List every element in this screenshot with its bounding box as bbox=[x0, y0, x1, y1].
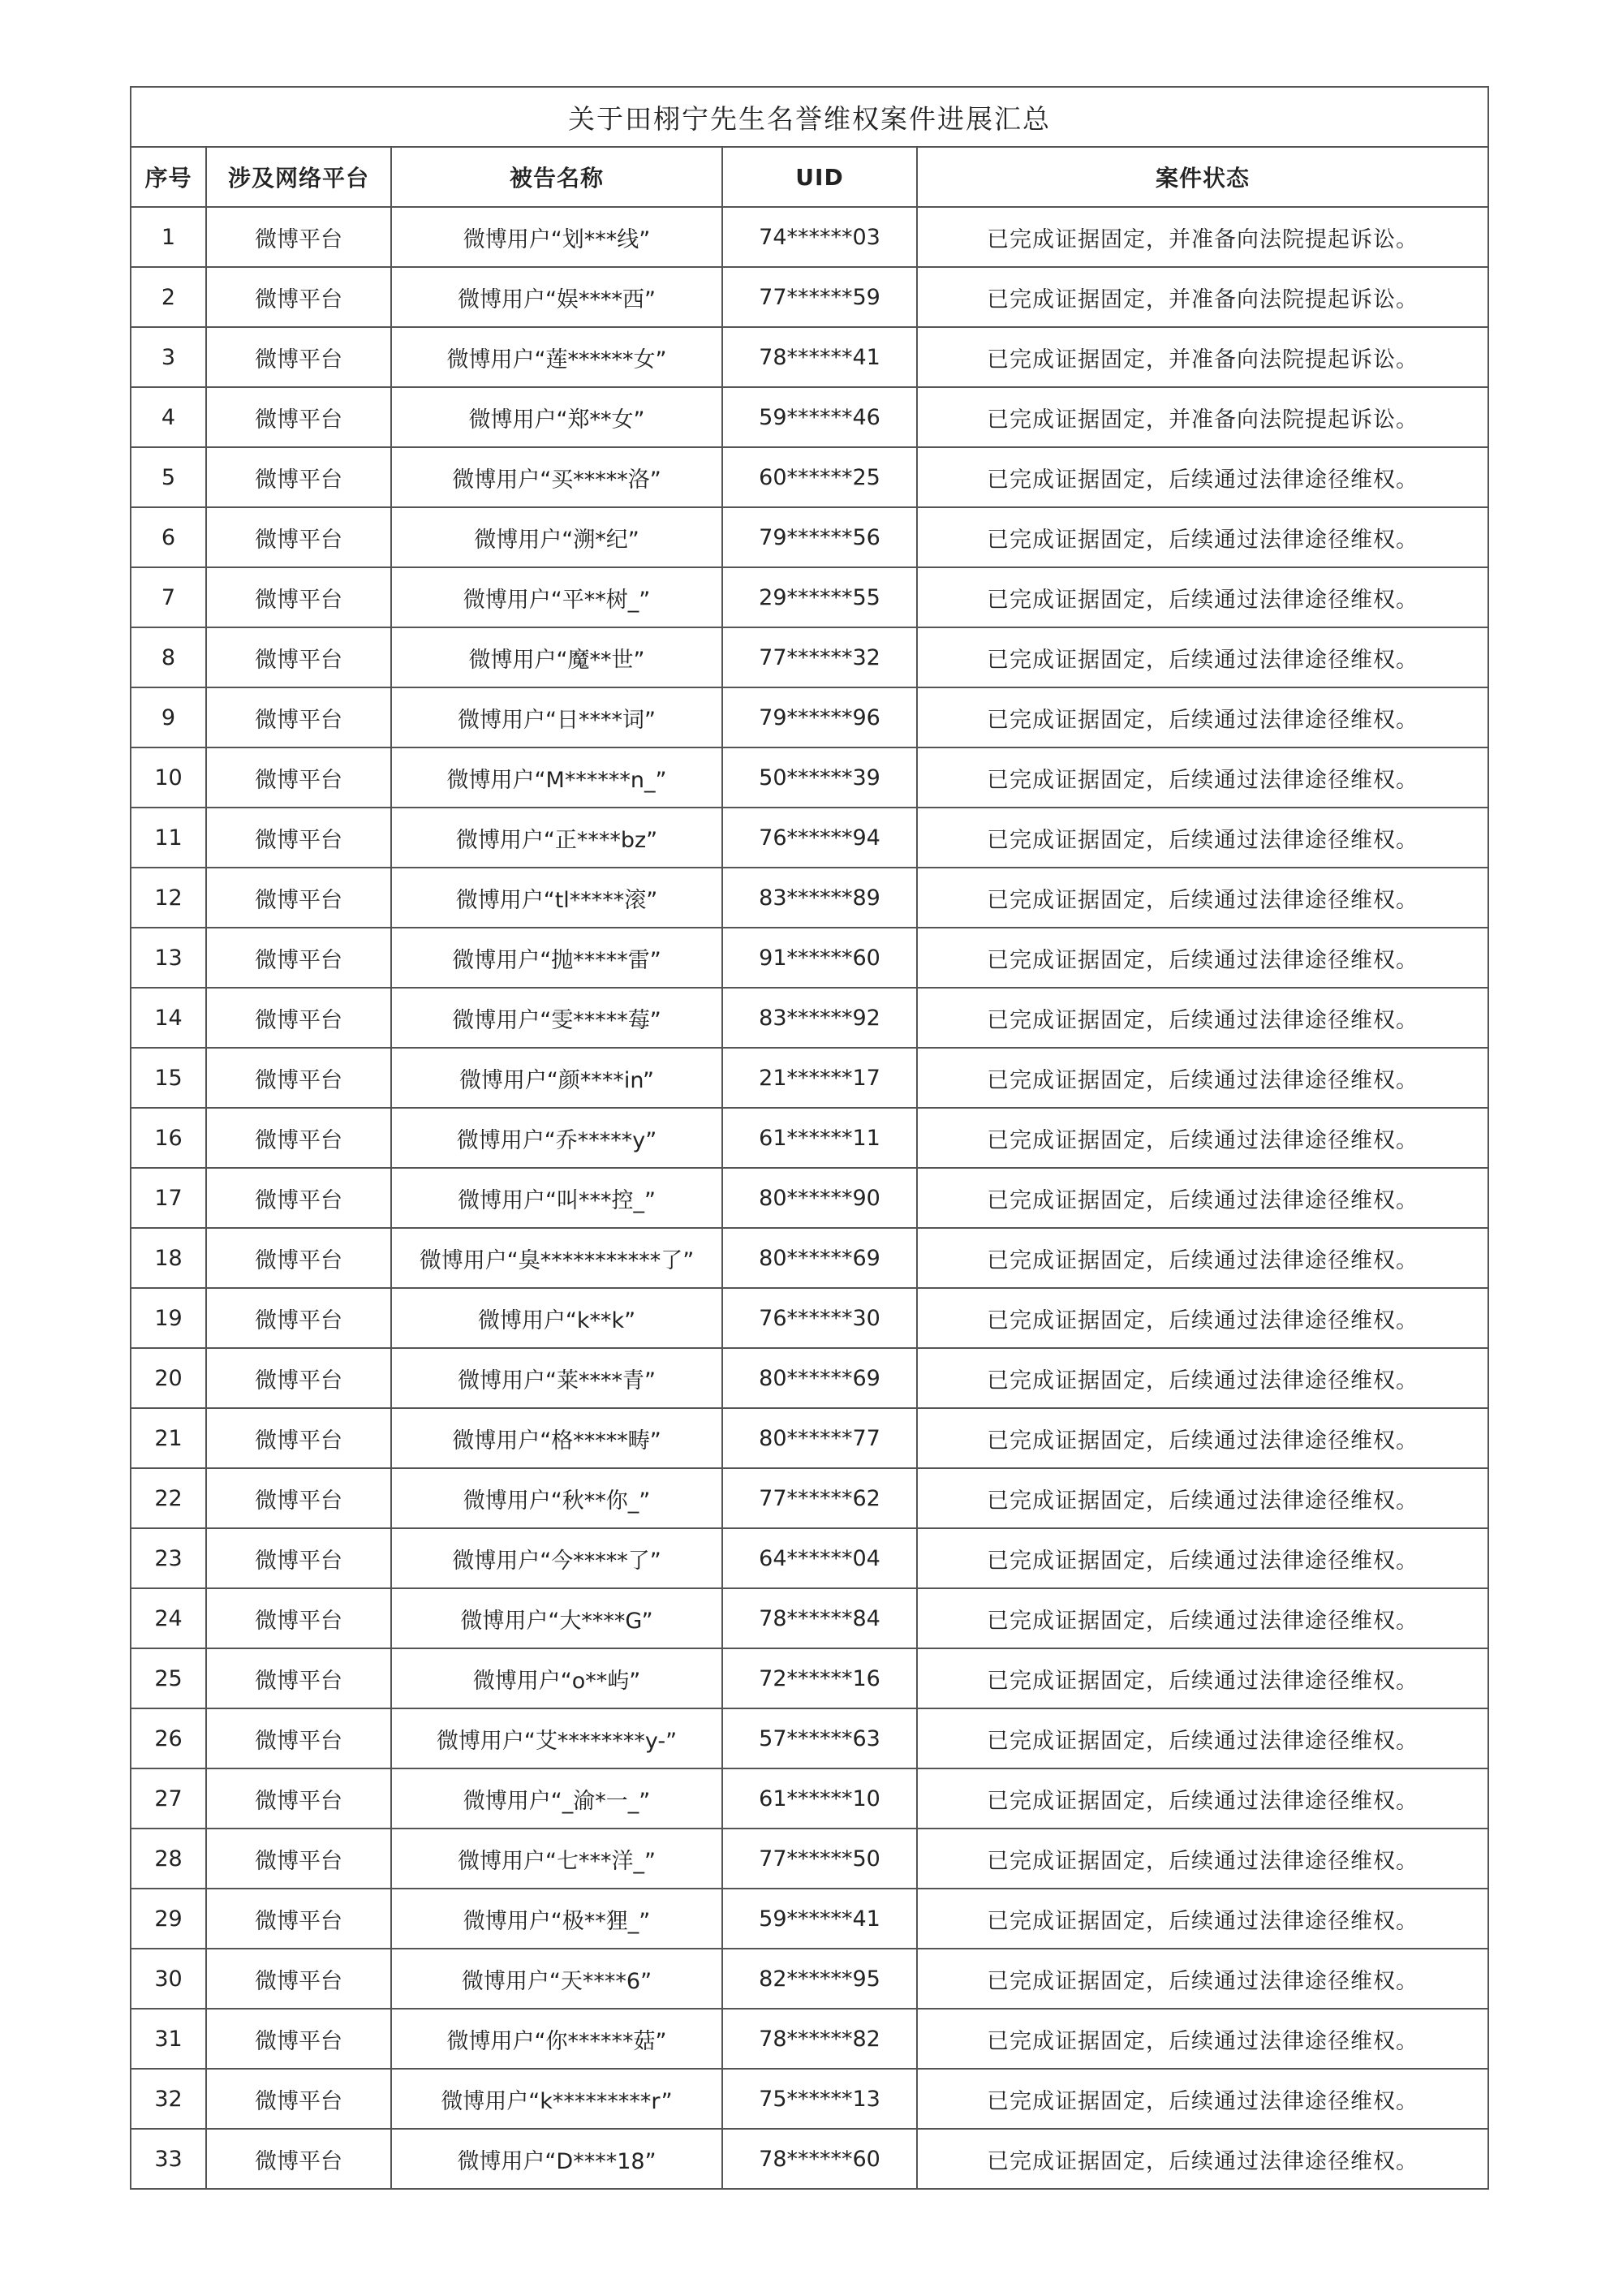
row-uid-cell: 59******46 bbox=[722, 387, 917, 447]
row-uid-cell: 91******60 bbox=[722, 928, 917, 988]
row-index-cell: 13 bbox=[131, 928, 206, 988]
row-uid-cell: 78******60 bbox=[722, 2129, 917, 2189]
row-platform-cell: 微博平台 bbox=[206, 2069, 391, 2129]
row-status-cell: 已完成证据固定，后续通过法律途径维权。 bbox=[917, 1648, 1488, 1708]
table-row bbox=[131, 567, 1488, 627]
row-platform-cell: 微博平台 bbox=[206, 1768, 391, 1829]
row-platform-cell: 微博平台 bbox=[206, 2009, 391, 2069]
row-status-cell: 已完成证据固定，后续通过法律途径维权。 bbox=[917, 1949, 1488, 2009]
row-uid-cell: 77******50 bbox=[722, 1829, 917, 1889]
row-defendant-cell: 微博用户“正****bz” bbox=[391, 808, 722, 868]
row-platform-cell: 微博平台 bbox=[206, 747, 391, 808]
row-index-cell: 11 bbox=[131, 808, 206, 868]
row-status-cell: 已完成证据固定，后续通过法律途径维权。 bbox=[917, 808, 1488, 868]
row-status-cell: 已完成证据固定，并准备向法院提起诉讼。 bbox=[917, 387, 1488, 447]
row-platform-cell: 微博平台 bbox=[206, 627, 391, 687]
table-row bbox=[131, 1408, 1488, 1468]
row-uid-cell: 82******95 bbox=[722, 1949, 917, 2009]
row-uid-cell: 79******96 bbox=[722, 687, 917, 747]
row-defendant-cell: 微博用户“D****18” bbox=[391, 2129, 722, 2189]
table-row bbox=[131, 1768, 1488, 1829]
table-row bbox=[131, 687, 1488, 747]
row-index-cell: 22 bbox=[131, 1468, 206, 1528]
row-uid-cell: 74******03 bbox=[722, 207, 917, 267]
header-defendant: 被告名称 bbox=[391, 147, 722, 207]
row-status-cell: 已完成证据固定，后续通过法律途径维权。 bbox=[917, 1528, 1488, 1588]
row-index-cell: 28 bbox=[131, 1829, 206, 1889]
row-status-cell: 已完成证据固定，后续通过法律途径维权。 bbox=[917, 868, 1488, 928]
row-status-cell: 已完成证据固定，并准备向法院提起诉讼。 bbox=[917, 207, 1488, 267]
row-uid-cell: 76******30 bbox=[722, 1288, 917, 1348]
row-index-cell: 4 bbox=[131, 387, 206, 447]
row-status-cell: 已完成证据固定，后续通过法律途径维权。 bbox=[917, 447, 1488, 507]
table-row bbox=[131, 1288, 1488, 1348]
row-index-cell: 23 bbox=[131, 1528, 206, 1588]
row-platform-cell: 微博平台 bbox=[206, 1528, 391, 1588]
row-status-cell: 已完成证据固定，后续通过法律途径维权。 bbox=[917, 507, 1488, 567]
table-title-row bbox=[131, 87, 1488, 147]
row-defendant-cell: 微博用户“颜****in” bbox=[391, 1048, 722, 1108]
row-defendant-cell: 微博用户“买*****洛” bbox=[391, 447, 722, 507]
table-row bbox=[131, 1648, 1488, 1708]
row-status-cell: 已完成证据固定，后续通过法律途径维权。 bbox=[917, 928, 1488, 988]
table-row bbox=[131, 2129, 1488, 2189]
row-uid-cell: 60******25 bbox=[722, 447, 917, 507]
table-row bbox=[131, 1228, 1488, 1288]
table-row bbox=[131, 1048, 1488, 1108]
row-uid-cell: 61******11 bbox=[722, 1108, 917, 1168]
row-index-cell: 25 bbox=[131, 1648, 206, 1708]
row-status-cell: 已完成证据固定，后续通过法律途径维权。 bbox=[917, 1829, 1488, 1889]
row-defendant-cell: 微博用户“雯*****莓” bbox=[391, 988, 722, 1048]
row-defendant-cell: 微博用户“今*****了” bbox=[391, 1528, 722, 1588]
table-row bbox=[131, 928, 1488, 988]
row-platform-cell: 微博平台 bbox=[206, 1708, 391, 1768]
header-uid: UID bbox=[722, 147, 917, 207]
row-uid-cell: 75******13 bbox=[722, 2069, 917, 2129]
row-index-cell: 30 bbox=[131, 1949, 206, 2009]
row-index-cell: 21 bbox=[131, 1408, 206, 1468]
row-defendant-cell: 微博用户“你******菇” bbox=[391, 2009, 722, 2069]
row-status-cell: 已完成证据固定，后续通过法律途径维权。 bbox=[917, 1468, 1488, 1528]
row-platform-cell: 微博平台 bbox=[206, 1348, 391, 1408]
case-summary-table bbox=[130, 86, 1489, 2190]
row-platform-cell: 微博平台 bbox=[206, 207, 391, 267]
row-uid-cell: 80******77 bbox=[722, 1408, 917, 1468]
row-defendant-cell: 微博用户“抛*****雷” bbox=[391, 928, 722, 988]
row-platform-cell: 微博平台 bbox=[206, 2129, 391, 2189]
row-uid-cell: 77******32 bbox=[722, 627, 917, 687]
row-defendant-cell: 微博用户“tl*****滚” bbox=[391, 868, 722, 928]
row-defendant-cell: 微博用户“溯*纪” bbox=[391, 507, 722, 567]
table-title: 关于田栩宁先生名誉维权案件进展汇总 bbox=[131, 87, 1488, 147]
row-platform-cell: 微博平台 bbox=[206, 567, 391, 627]
row-platform-cell: 微博平台 bbox=[206, 327, 391, 387]
row-defendant-cell: 微博用户“郑**女” bbox=[391, 387, 722, 447]
row-defendant-cell: 微博用户“秋**你_” bbox=[391, 1468, 722, 1528]
row-defendant-cell: 微博用户“魔**世” bbox=[391, 627, 722, 687]
row-status-cell: 已完成证据固定，后续通过法律途径维权。 bbox=[917, 1108, 1488, 1168]
row-index-cell: 9 bbox=[131, 687, 206, 747]
row-index-cell: 17 bbox=[131, 1168, 206, 1228]
row-status-cell: 已完成证据固定，后续通过法律途径维权。 bbox=[917, 1708, 1488, 1768]
table-body bbox=[131, 207, 1488, 2189]
row-defendant-cell: 微博用户“娱****西” bbox=[391, 267, 722, 327]
row-defendant-cell: 微博用户“艾********y-” bbox=[391, 1708, 722, 1768]
row-platform-cell: 微博平台 bbox=[206, 1108, 391, 1168]
row-index-cell: 27 bbox=[131, 1768, 206, 1829]
row-defendant-cell: 微博用户“大****G” bbox=[391, 1588, 722, 1648]
row-index-cell: 10 bbox=[131, 747, 206, 808]
row-platform-cell: 微博平台 bbox=[206, 507, 391, 567]
row-uid-cell: 80******69 bbox=[722, 1228, 917, 1288]
row-index-cell: 8 bbox=[131, 627, 206, 687]
row-status-cell: 已完成证据固定，后续通过法律途径维权。 bbox=[917, 1048, 1488, 1108]
row-index-cell: 1 bbox=[131, 207, 206, 267]
row-platform-cell: 微博平台 bbox=[206, 1588, 391, 1648]
row-uid-cell: 79******56 bbox=[722, 507, 917, 567]
row-uid-cell: 76******94 bbox=[722, 808, 917, 868]
row-status-cell: 已完成证据固定，后续通过法律途径维权。 bbox=[917, 1408, 1488, 1468]
row-index-cell: 5 bbox=[131, 447, 206, 507]
row-uid-cell: 21******17 bbox=[722, 1048, 917, 1108]
row-defendant-cell: 微博用户“k*********r” bbox=[391, 2069, 722, 2129]
row-status-cell: 已完成证据固定，后续通过法律途径维权。 bbox=[917, 627, 1488, 687]
table-row bbox=[131, 207, 1488, 267]
row-platform-cell: 微博平台 bbox=[206, 1468, 391, 1528]
row-uid-cell: 61******10 bbox=[722, 1768, 917, 1829]
row-platform-cell: 微博平台 bbox=[206, 868, 391, 928]
row-defendant-cell: 微博用户“k**k” bbox=[391, 1288, 722, 1348]
row-uid-cell: 83******92 bbox=[722, 988, 917, 1048]
row-index-cell: 12 bbox=[131, 868, 206, 928]
table-row bbox=[131, 747, 1488, 808]
row-platform-cell: 微博平台 bbox=[206, 687, 391, 747]
row-status-cell: 已完成证据固定，后续通过法律途径维权。 bbox=[917, 1588, 1488, 1648]
row-defendant-cell: 微博用户“七***洋_” bbox=[391, 1829, 722, 1889]
row-status-cell: 已完成证据固定，后续通过法律途径维权。 bbox=[917, 1889, 1488, 1949]
table-row bbox=[131, 267, 1488, 327]
row-uid-cell: 78******84 bbox=[722, 1588, 917, 1648]
row-uid-cell: 77******62 bbox=[722, 1468, 917, 1528]
row-uid-cell: 78******82 bbox=[722, 2009, 917, 2069]
row-defendant-cell: 微博用户“臭***********了” bbox=[391, 1228, 722, 1288]
row-uid-cell: 57******63 bbox=[722, 1708, 917, 1768]
table-row bbox=[131, 447, 1488, 507]
row-index-cell: 15 bbox=[131, 1048, 206, 1108]
row-index-cell: 3 bbox=[131, 327, 206, 387]
row-index-cell: 16 bbox=[131, 1108, 206, 1168]
row-uid-cell: 72******16 bbox=[722, 1648, 917, 1708]
table-row bbox=[131, 808, 1488, 868]
table-row bbox=[131, 1889, 1488, 1949]
row-defendant-cell: 微博用户“日****词” bbox=[391, 687, 722, 747]
row-defendant-cell: 微博用户“极**狸_” bbox=[391, 1889, 722, 1949]
row-uid-cell: 80******69 bbox=[722, 1348, 917, 1408]
row-uid-cell: 80******90 bbox=[722, 1168, 917, 1228]
row-status-cell: 已完成证据固定，后续通过法律途径维权。 bbox=[917, 567, 1488, 627]
row-platform-cell: 微博平台 bbox=[206, 447, 391, 507]
row-index-cell: 2 bbox=[131, 267, 206, 327]
row-index-cell: 19 bbox=[131, 1288, 206, 1348]
row-platform-cell: 微博平台 bbox=[206, 1288, 391, 1348]
header-index: 序号 bbox=[131, 147, 206, 207]
row-defendant-cell: 微博用户“叫***控_” bbox=[391, 1168, 722, 1228]
header-platform: 涉及网络平台 bbox=[206, 147, 391, 207]
row-index-cell: 7 bbox=[131, 567, 206, 627]
row-platform-cell: 微博平台 bbox=[206, 1949, 391, 2009]
row-uid-cell: 59******41 bbox=[722, 1889, 917, 1949]
row-index-cell: 18 bbox=[131, 1228, 206, 1288]
row-status-cell: 已完成证据固定，后续通过法律途径维权。 bbox=[917, 988, 1488, 1048]
row-platform-cell: 微博平台 bbox=[206, 267, 391, 327]
row-status-cell: 已完成证据固定，后续通过法律途径维权。 bbox=[917, 1348, 1488, 1408]
row-uid-cell: 64******04 bbox=[722, 1528, 917, 1588]
table-row bbox=[131, 1708, 1488, 1768]
row-platform-cell: 微博平台 bbox=[206, 387, 391, 447]
row-status-cell: 已完成证据固定，后续通过法律途径维权。 bbox=[917, 1168, 1488, 1228]
table-row bbox=[131, 1949, 1488, 2009]
row-defendant-cell: 微博用户“M******n_” bbox=[391, 747, 722, 808]
table-row bbox=[131, 1168, 1488, 1228]
row-uid-cell: 77******59 bbox=[722, 267, 917, 327]
table-row bbox=[131, 1528, 1488, 1588]
table-row bbox=[131, 2069, 1488, 2129]
row-defendant-cell: 微博用户“平**树_” bbox=[391, 567, 722, 627]
row-defendant-cell: 微博用户“乔*****y” bbox=[391, 1108, 722, 1168]
row-status-cell: 已完成证据固定，后续通过法律途径维权。 bbox=[917, 687, 1488, 747]
table-row bbox=[131, 1348, 1488, 1408]
table-row bbox=[131, 327, 1488, 387]
row-index-cell: 26 bbox=[131, 1708, 206, 1768]
row-status-cell: 已完成证据固定，后续通过法律途径维权。 bbox=[917, 1768, 1488, 1829]
row-status-cell: 已完成证据固定，并准备向法院提起诉讼。 bbox=[917, 267, 1488, 327]
row-defendant-cell: 微博用户“格*****畴” bbox=[391, 1408, 722, 1468]
table-row bbox=[131, 1588, 1488, 1648]
row-defendant-cell: 微博用户“莱****青” bbox=[391, 1348, 722, 1408]
row-platform-cell: 微博平台 bbox=[206, 1408, 391, 1468]
row-defendant-cell: 微博用户“o**屿” bbox=[391, 1648, 722, 1708]
row-platform-cell: 微博平台 bbox=[206, 808, 391, 868]
table-header-row bbox=[131, 147, 1488, 207]
row-platform-cell: 微博平台 bbox=[206, 1648, 391, 1708]
row-platform-cell: 微博平台 bbox=[206, 988, 391, 1048]
row-index-cell: 31 bbox=[131, 2009, 206, 2069]
table-row bbox=[131, 2009, 1488, 2069]
header-status: 案件状态 bbox=[917, 147, 1488, 207]
row-defendant-cell: 微博用户“天****6” bbox=[391, 1949, 722, 2009]
row-status-cell: 已完成证据固定，并准备向法院提起诉讼。 bbox=[917, 327, 1488, 387]
table-row bbox=[131, 1468, 1488, 1528]
row-uid-cell: 50******39 bbox=[722, 747, 917, 808]
row-status-cell: 已完成证据固定，后续通过法律途径维权。 bbox=[917, 2069, 1488, 2129]
row-status-cell: 已完成证据固定，后续通过法律途径维权。 bbox=[917, 2009, 1488, 2069]
row-uid-cell: 83******89 bbox=[722, 868, 917, 928]
table-row bbox=[131, 507, 1488, 567]
row-index-cell: 29 bbox=[131, 1889, 206, 1949]
row-status-cell: 已完成证据固定，后续通过法律途径维权。 bbox=[917, 1228, 1488, 1288]
row-platform-cell: 微博平台 bbox=[206, 1168, 391, 1228]
row-defendant-cell: 微博用户“莲******女” bbox=[391, 327, 722, 387]
row-defendant-cell: 微博用户“_渝*一_” bbox=[391, 1768, 722, 1829]
row-platform-cell: 微博平台 bbox=[206, 1829, 391, 1889]
table-row bbox=[131, 387, 1488, 447]
table-row bbox=[131, 988, 1488, 1048]
row-platform-cell: 微博平台 bbox=[206, 928, 391, 988]
table-row bbox=[131, 1108, 1488, 1168]
row-platform-cell: 微博平台 bbox=[206, 1048, 391, 1108]
row-defendant-cell: 微博用户“划***线” bbox=[391, 207, 722, 267]
row-platform-cell: 微博平台 bbox=[206, 1228, 391, 1288]
row-index-cell: 24 bbox=[131, 1588, 206, 1648]
table-row bbox=[131, 1829, 1488, 1889]
row-status-cell: 已完成证据固定，后续通过法律途径维权。 bbox=[917, 1288, 1488, 1348]
table-row bbox=[131, 868, 1488, 928]
row-index-cell: 6 bbox=[131, 507, 206, 567]
row-index-cell: 33 bbox=[131, 2129, 206, 2189]
row-uid-cell: 78******41 bbox=[722, 327, 917, 387]
row-platform-cell: 微博平台 bbox=[206, 1889, 391, 1949]
row-index-cell: 32 bbox=[131, 2069, 206, 2129]
row-index-cell: 20 bbox=[131, 1348, 206, 1408]
row-status-cell: 已完成证据固定，后续通过法律途径维权。 bbox=[917, 747, 1488, 808]
row-index-cell: 14 bbox=[131, 988, 206, 1048]
row-uid-cell: 29******55 bbox=[722, 567, 917, 627]
row-status-cell: 已完成证据固定，后续通过法律途径维权。 bbox=[917, 2129, 1488, 2189]
table-row bbox=[131, 627, 1488, 687]
